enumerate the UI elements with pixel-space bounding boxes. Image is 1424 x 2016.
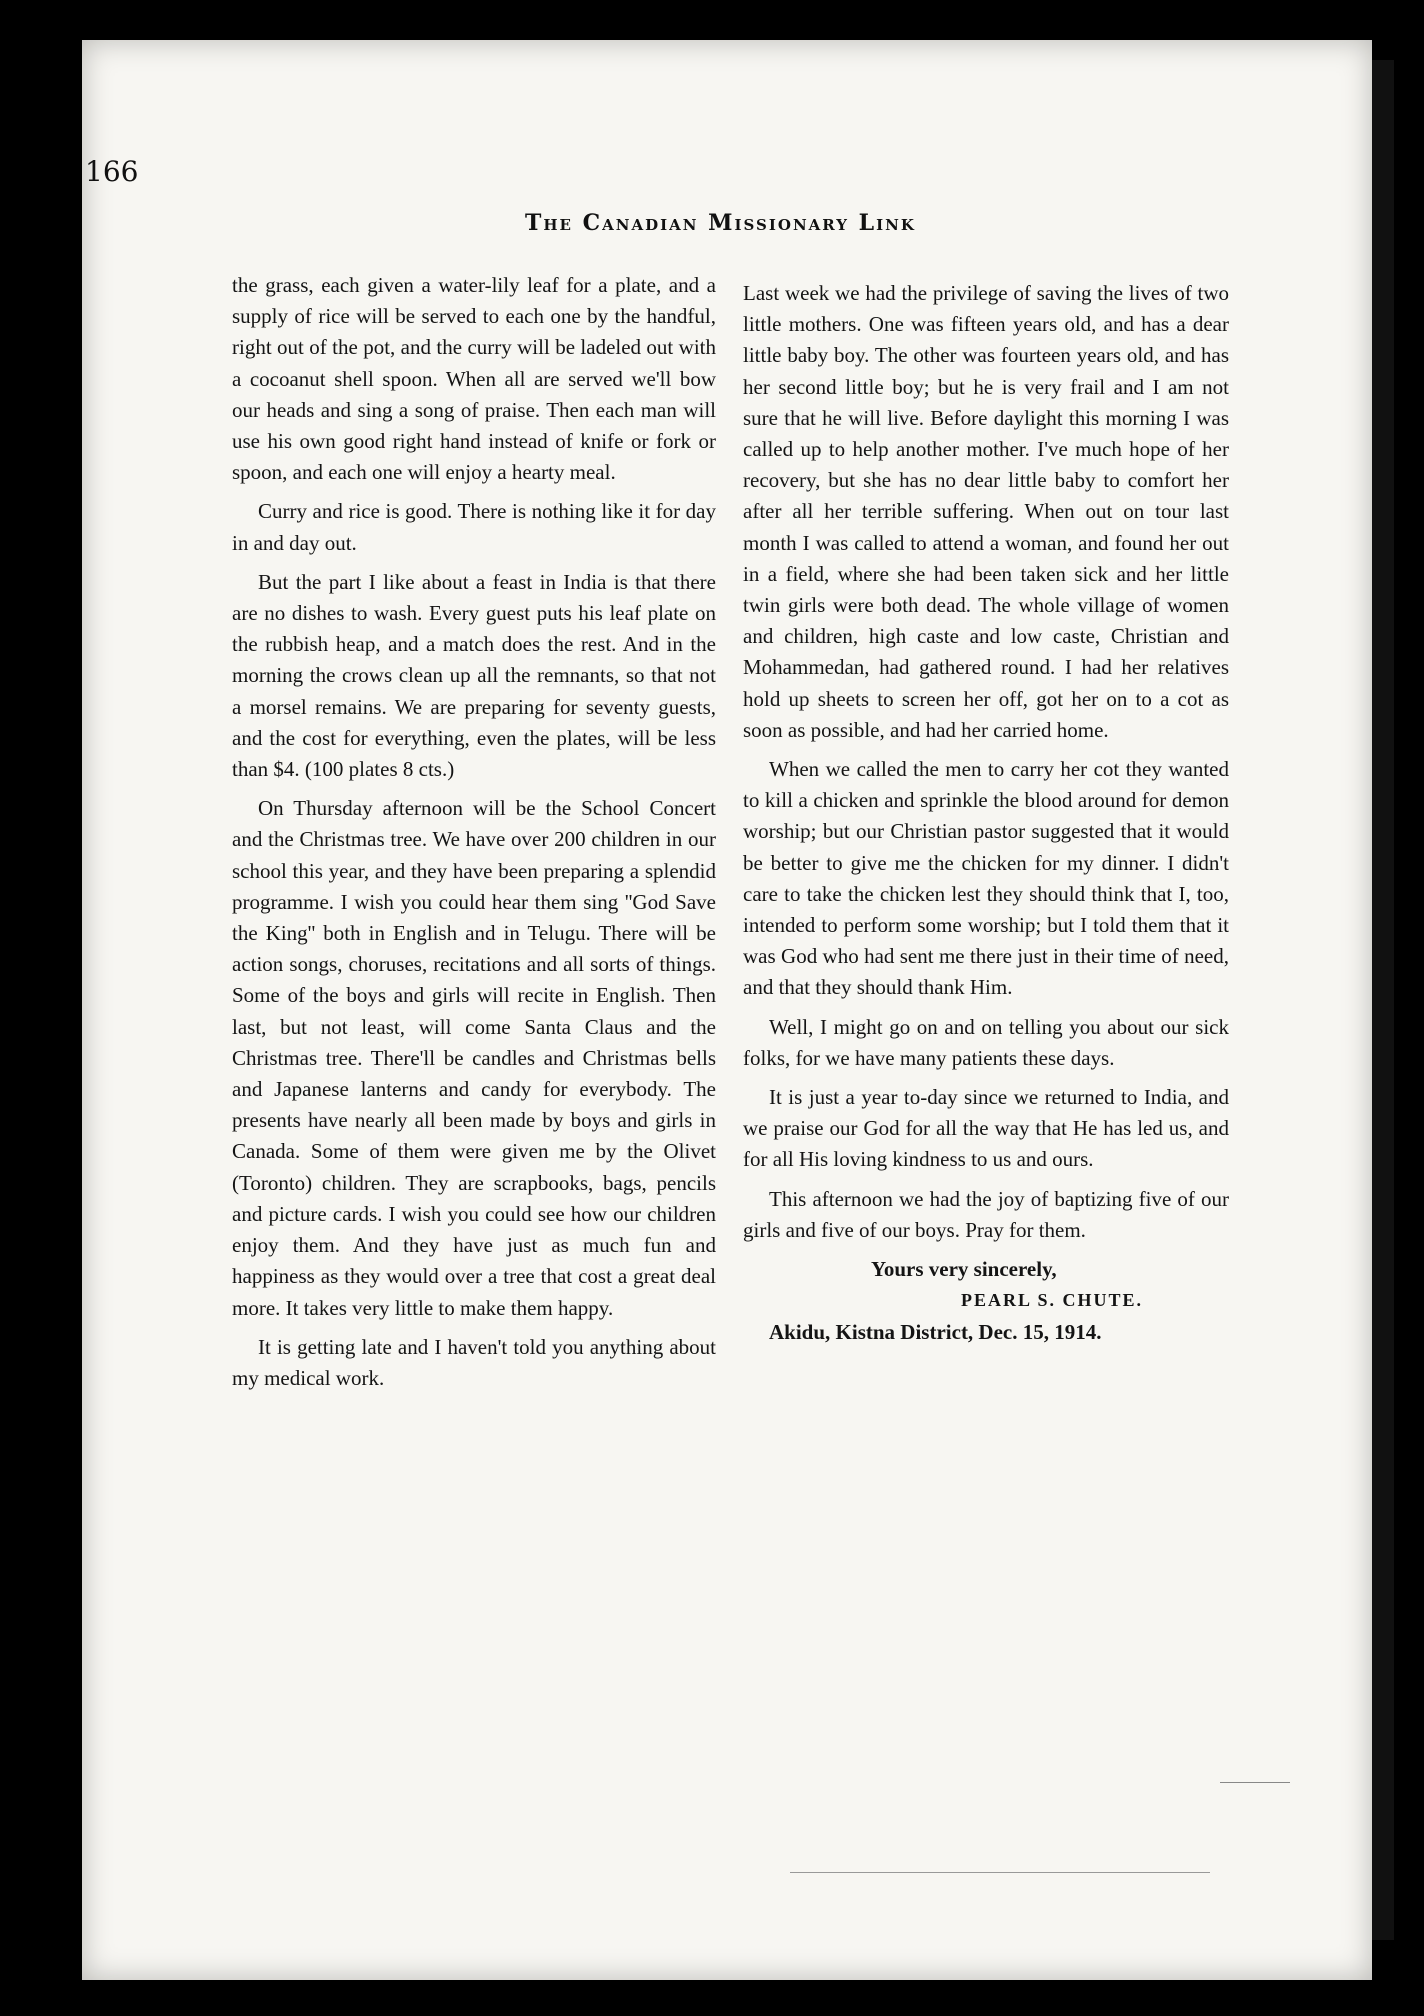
- bottom-rule: [790, 1872, 1210, 1873]
- paragraph: It is getting late and I haven't told you anything about my medical work.: [232, 1334, 716, 1390]
- paragraph: the grass, each given a water-lily leaf for a plate, and a supply of rice will be served to each one by the handful, right out of the pot, and the curry will be ladeled out with a cocoanut shell spoon. When all are served we'll bow our heads and sing a song of praise. Then each man will use his own good right hand instead of knife or fork or spoon, and each one will enjoy a hearty meal.: [232, 273, 716, 485]
- paragraph: Curry and rice is good. There is nothing like it for day in and day out.: [232, 499, 716, 555]
- paragraph: It is just a year to-day since we returned to India, and we praise our God for all the way that He has led us, and for all His loving kindness to us and ours.: [743, 1085, 1229, 1172]
- right-column: [743, 278, 1229, 1348]
- left-column: [232, 270, 716, 1402]
- salutation: Yours very sincerely,: [871, 1257, 1057, 1282]
- signature-rule: [1220, 1782, 1290, 1783]
- letter-closing: [743, 1254, 1229, 1348]
- paragraph: Well, I might go on and on telling you about our sick folks, for we have many patients these days.: [743, 1014, 1229, 1070]
- paragraph: On Thursday afternoon will be the School Concert and the Christmas tree. We have over 200 children in our school this year, and they have been preparing a splendid programme. I wish you could hear them sing ''God Save the King'' both in English and in Telugu. There will be action songs, choruses, recitations and all sorts of things. Some of the boys and girls will recite in English. Then last, but not least, will come Santa Claus and the Christmas tree. There'll be candles and Christmas bells and Japanese lanterns and candy for everybody. The presents have nearly all been made by boys and girls in Canada. Some of them were given me by the Olivet (Toronto) children. They are scrapbooks, bags, pencils and picture cards. I wish you could see how our children enjoy them. And they have just as much fun and happiness as they would over a tree that cost a great deal more. It takes very little to make them happy.: [232, 796, 716, 1320]
- paragraph: This afternoon we had the joy of baptizing five of our girls and five of our boys. Pray for them.: [743, 1186, 1229, 1242]
- place-date: Akidu, Kistna District, Dec. 15, 1914.: [769, 1319, 1102, 1344]
- signature: PEARL S. CHUTE.: [961, 1290, 1144, 1311]
- page-number: 166: [85, 155, 139, 188]
- journal-title: The Canadian Missionary Link: [525, 210, 916, 236]
- page-edge-shadow: [1372, 60, 1394, 1940]
- paragraph: Last week we had the privilege of saving the lives of two little mothers. One was fifteen years old, and has a dear little baby boy. The other was fourteen years old, and has her second little boy; but he is very frail and I am not sure that he will live. Before daylight this morning I was called up to help another mother. I've much hope of her recovery, but she has no dear little baby to comfort her after all her terrible suffering. When out on tour last month I was called to attend a woman, and found her out in a field, where she had been taken sick and her little twin girls were both dead. The whole village of women and children, high caste and low caste, Christian and Mohammedan, had gathered round. I had her relatives hold up sheets to screen her off, got her on to a cot as soon as possible, and had her carried home.: [743, 281, 1229, 742]
- paragraph: But the part I like about a feast in India is that there are no dishes to wash. Every guest puts his leaf plate on the rubbish heap, and a match does the rest. And in the morning the crows clean up all the remnants, so that not a morsel remains. We are preparing for seventy guests, and the cost for everything, even the plates, will be less than $4. (100 plates 8 cts.): [232, 569, 716, 782]
- paragraph: When we called the men to carry her cot they wanted to kill a chicken and sprinkle the blood around for demon worship; but our Christian pastor suggested that it would be better to give me the chicken for my dinner. I didn't care to take the chicken lest they should think that I, too, intended to perform some worship; but I told them that it was God who had sent me there just in their time of need, and that they should thank Him.: [743, 757, 1229, 1000]
